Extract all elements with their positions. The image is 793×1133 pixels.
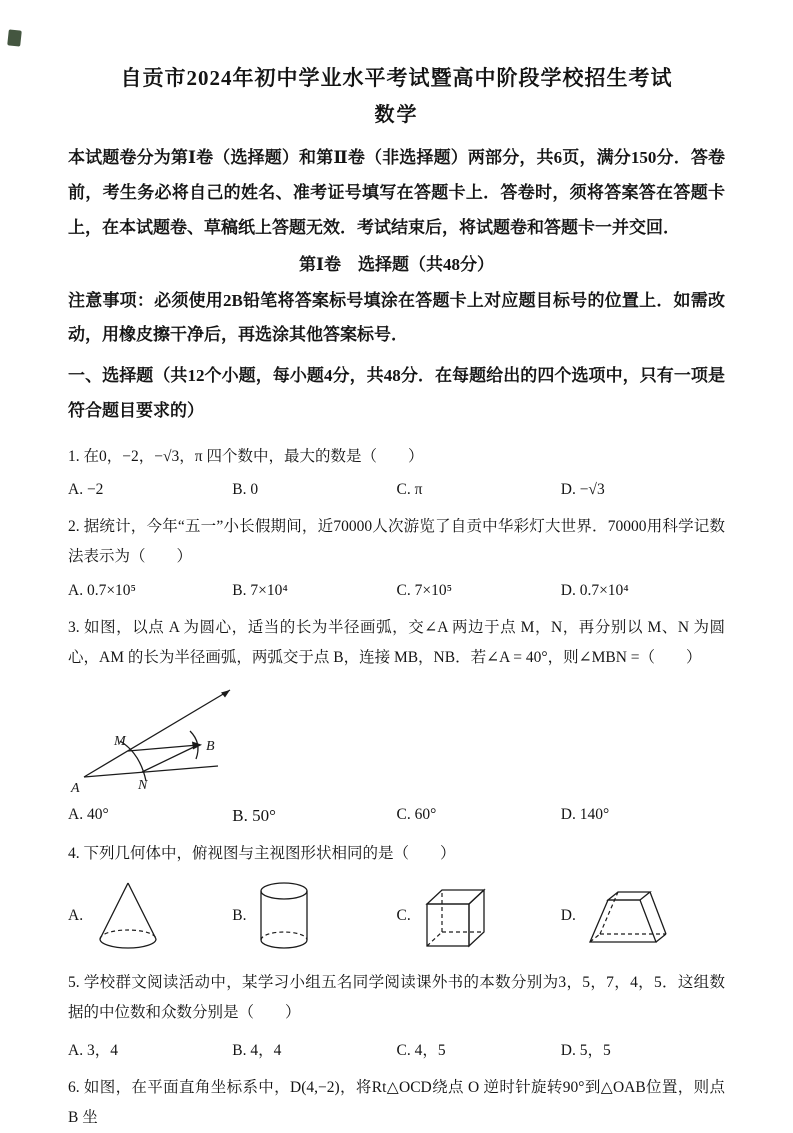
question-1-stem: 1. 在0，−2，−√3，π 四个数中，最大的数是（ ） <box>68 447 424 465</box>
question-2-options <box>68 582 725 600</box>
subject-title: 数学 <box>374 104 419 126</box>
question-5-stem: 5. 学校群文阅读活动中，某学习小组五名同学阅读课外书的本数分别为3，5，7，4，5．这组数据的中位数和众数分别是（ ） <box>68 974 725 1022</box>
question-4 <box>68 839 725 955</box>
question-2-option-b: B. 7×10⁴ <box>232 581 288 599</box>
scan-artifact <box>7 29 22 46</box>
question-3-option-a: A. 40° <box>68 806 109 823</box>
question-4-option-b <box>232 877 396 955</box>
part1-heading: 一、选择题（共12个小题，每小题4分，共48分．在每题给出的四个选项中，只有一项是符合题目要求的） <box>68 366 725 421</box>
question-3-stem: 3. 如图，以点 A 为圆心，适当的长为半径画弧，交∠A 两边于点 M，N，再分别以 M、N 为圆心，AM 的长为半径画弧，两弧交于点 B，连接 MB，NB．若∠A = 40°，则∠MBN =（ ） <box>68 618 725 666</box>
section1-heading: 第Ⅰ卷 选择题（共48分） <box>299 254 494 274</box>
intro-paragraph: 本试题卷分为第Ⅰ卷（选择题）和第Ⅱ卷（非选择题）两部分，共6页，满分150分．答卷前，考生务必将自己的姓名、准考证号填写在答题卡上．答卷时，须将答案答在答题卡上，在本试题卷、草稿纸上答题无效．考试结束后，将试题卷和答题卡一并交回． <box>68 148 725 237</box>
question-4-option-b-label: B. <box>232 907 247 925</box>
question-4-option-a-label: A. <box>68 907 84 925</box>
question-2-option-d: D. 0.7×10⁴ <box>560 581 629 599</box>
point-label-a: A <box>71 781 80 796</box>
question-1-option-c: C. π <box>396 481 423 499</box>
question-3-options <box>68 806 725 826</box>
question-5-option-c: C. 4，5 <box>396 1041 446 1059</box>
question-5-option-a: A. 3，4 <box>68 1041 118 1059</box>
question-4-options <box>68 877 725 955</box>
question-2-option-a: A. 0.7×10⁵ <box>68 581 136 599</box>
notice-paragraph: 注意事项：必须使用2B铅笔将答案标号填涂在答题卡上对应题目标号的位置上．如需改动，用橡皮擦干净后，再选涂其他答案标号． <box>68 290 725 345</box>
question-4-stem: 4. 下列几何体中，俯视图与主视图形状相同的是（ ） <box>68 845 456 862</box>
cone-icon <box>91 877 165 955</box>
question-5-options <box>68 1038 725 1060</box>
angle-construction-figure <box>70 679 280 797</box>
question-5-option-b: B. 4，4 <box>232 1041 282 1059</box>
question-4-option-c-label: C. <box>396 907 411 925</box>
point-label-m: M <box>114 734 126 749</box>
question-3 <box>68 613 725 826</box>
question-4-option-d-label: D. <box>560 907 576 925</box>
question-6 <box>68 1073 725 1133</box>
question-3-option-d: D. 140° <box>560 806 610 823</box>
question-1-option-b: B. 0 <box>232 481 259 499</box>
question-5-option-d: D. 5，5 <box>560 1041 611 1059</box>
question-1-option-d: D. −√3 <box>560 481 605 499</box>
question-6-stem: 6. 如图，在平面直角坐标系中，D(4,−2)，将Rt△OCD绕点 O 逆时针旋转90°到△OAB位置，则点 B 坐 <box>68 1078 725 1126</box>
question-5 <box>68 968 725 1059</box>
question-3-option-b: B. 50° <box>232 806 276 825</box>
question-3-figure <box>70 679 725 797</box>
cube-icon <box>419 880 489 952</box>
question-3-option-c: C. 60° <box>396 806 437 823</box>
question-4-option-d <box>561 880 725 952</box>
question-1-options <box>68 481 725 499</box>
point-label-b: B <box>206 739 215 754</box>
question-4-option-a <box>68 877 232 955</box>
question-2-stem: 2. 据统计，今年“五一”小长假期间，近70000人次游览了自贡中华彩灯大世界．70000用科学记数法表示为（ ） <box>68 518 725 566</box>
exam-title: 自贡市2024年初中学业水平考试暨高中阶段学校招生考试 <box>120 66 673 90</box>
point-label-n: N <box>138 778 148 793</box>
cylinder-icon <box>254 877 314 955</box>
question-2 <box>68 512 725 599</box>
frustum-icon <box>584 880 672 952</box>
question-1 <box>68 442 725 499</box>
question-1-option-a: A. −2 <box>68 481 104 499</box>
question-2-option-c: C. 7×10⁵ <box>396 581 452 599</box>
question-4-option-c <box>397 880 561 952</box>
